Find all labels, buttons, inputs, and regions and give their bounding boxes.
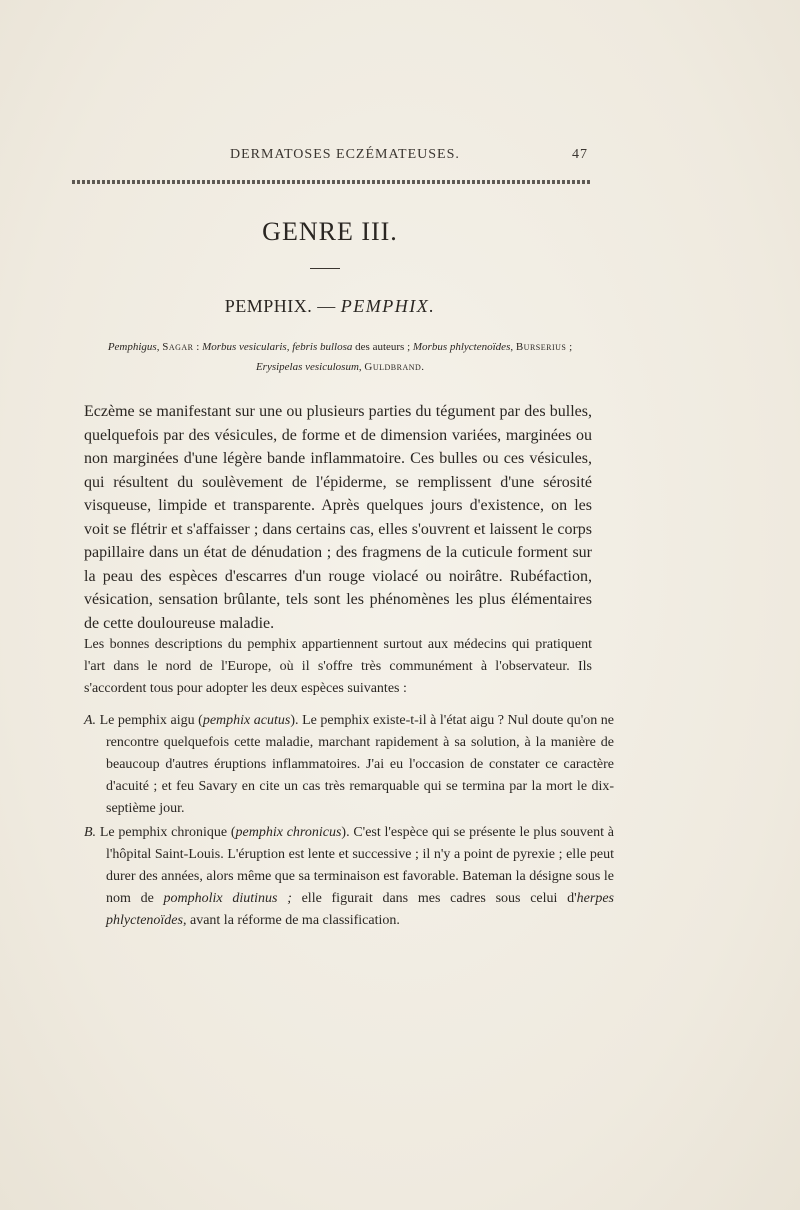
synonym-text: , (358, 361, 365, 373)
synonym-text: Morbus vesicularis, febris bullosa (202, 341, 353, 353)
synonym-text: Pemphigus (107, 341, 157, 353)
synonym-text: des auteurs ; (352, 341, 413, 353)
author-name: Sagar (162, 341, 194, 353)
page-number: 47 (572, 147, 588, 162)
species-text: Le pemphix chronique ( (96, 825, 236, 840)
synonym-text: , (510, 341, 516, 353)
definition-paragraph: Eczème se manifestant sur une ou plusieurs parties du tégument par des bulles, quelquefois par des vésicules, de forme et de dimension variées, marginées ou non marginées d'une légère bande inflammatoire. Ces bulles ou ces vésicules, qui résultent du soulèvement de l'épiderme, se remplissent d'une sérosité visqueuse, limpide et transparente. Après quelques jours d'existence, on les voit se flétrir et s'affaisser ; dans certains cas, elles s'ouvrent et laissent le corps papillaire dans un état de dénudation ; des fragmens de la cuticule forment sur la peau des espèces d'escarres d'un rouge violacé ou noirâtre. Rubéfaction, vésication, sensation brûlante, tels sont les phénomènes les plus élémentaires de cette douloureuse maladie. (84, 403, 592, 632)
species-letter: A. (84, 713, 97, 728)
species-letter: B. (84, 825, 97, 840)
synonym-text: , (156, 341, 163, 353)
species-text: Le pemphix aigu ( (96, 713, 203, 728)
species-latin-name: herpes phlyctenoïdes (106, 891, 614, 928)
species-text: elle figurait dans mes cadres sous celui d' (291, 891, 577, 906)
species-latin-name: pemphix chronicus (235, 825, 342, 840)
running-head-title: DERMATOSES ECZÉMATEUSES. (230, 147, 460, 162)
section-title-roman: PEMPHIX. — (224, 296, 341, 316)
short-divider (310, 268, 340, 269)
synonym-text: ; (566, 341, 573, 353)
species-a-paragraph (84, 710, 614, 820)
synonyms-block (80, 337, 600, 377)
chapter-heading: GENRE III. (262, 217, 398, 246)
species-text: ). Le pemphix existe-t-il à l'état aigu ? Nul doute qu'on ne rencontre quelquefois cette maladie, marchant rapidement à sa solution, à la manière de beaucoup d'autres éruptions inflammatoires. J'ai eu l'occasion de constater ce caractère d'acuité ; et feu Savary en cite un cas très remarquable qui se termina par la mort le dix-septième jour. (106, 713, 615, 816)
synonym-text: . (421, 361, 425, 373)
species-latin-name: pompholix diutinus ; (163, 891, 292, 906)
section-title-italic: PEMPHIX. (340, 296, 436, 316)
species-text: ). C'est l'espèce qui se présente le plus souvent à l'hôpital Saint-Louis. L'éruption est lente et successive ; il n'y a point de pyrexie ; elle peut durer des années, alors même que sa terminaison est favorable. Bateman la désigne sous le nom de (106, 825, 614, 906)
descriptions-paragraph: Les bonnes descriptions du pemphix appartiennent surtout aux médecins qui pratiquent l'art dans le nord de l'Europe, où il s'offre très communément à l'observateur. Ils s'accordent tous pour adopter les deux espèces suivantes : (84, 637, 592, 696)
synonym-text: : (193, 341, 203, 353)
synonym-text: Erysipelas vesiculosum (255, 361, 359, 373)
synonym-text: Morbus phlyctenoïdes (412, 341, 511, 353)
author-name: Guldbrand (364, 361, 422, 373)
species-latin-name: pemphix acutus (202, 713, 291, 728)
section-title (0, 296, 660, 317)
ornamental-rule (72, 180, 592, 184)
species-b-paragraph (84, 822, 614, 932)
species-text: , avant la réforme de ma classification. (182, 913, 400, 928)
author-name: Burserius (515, 341, 567, 353)
